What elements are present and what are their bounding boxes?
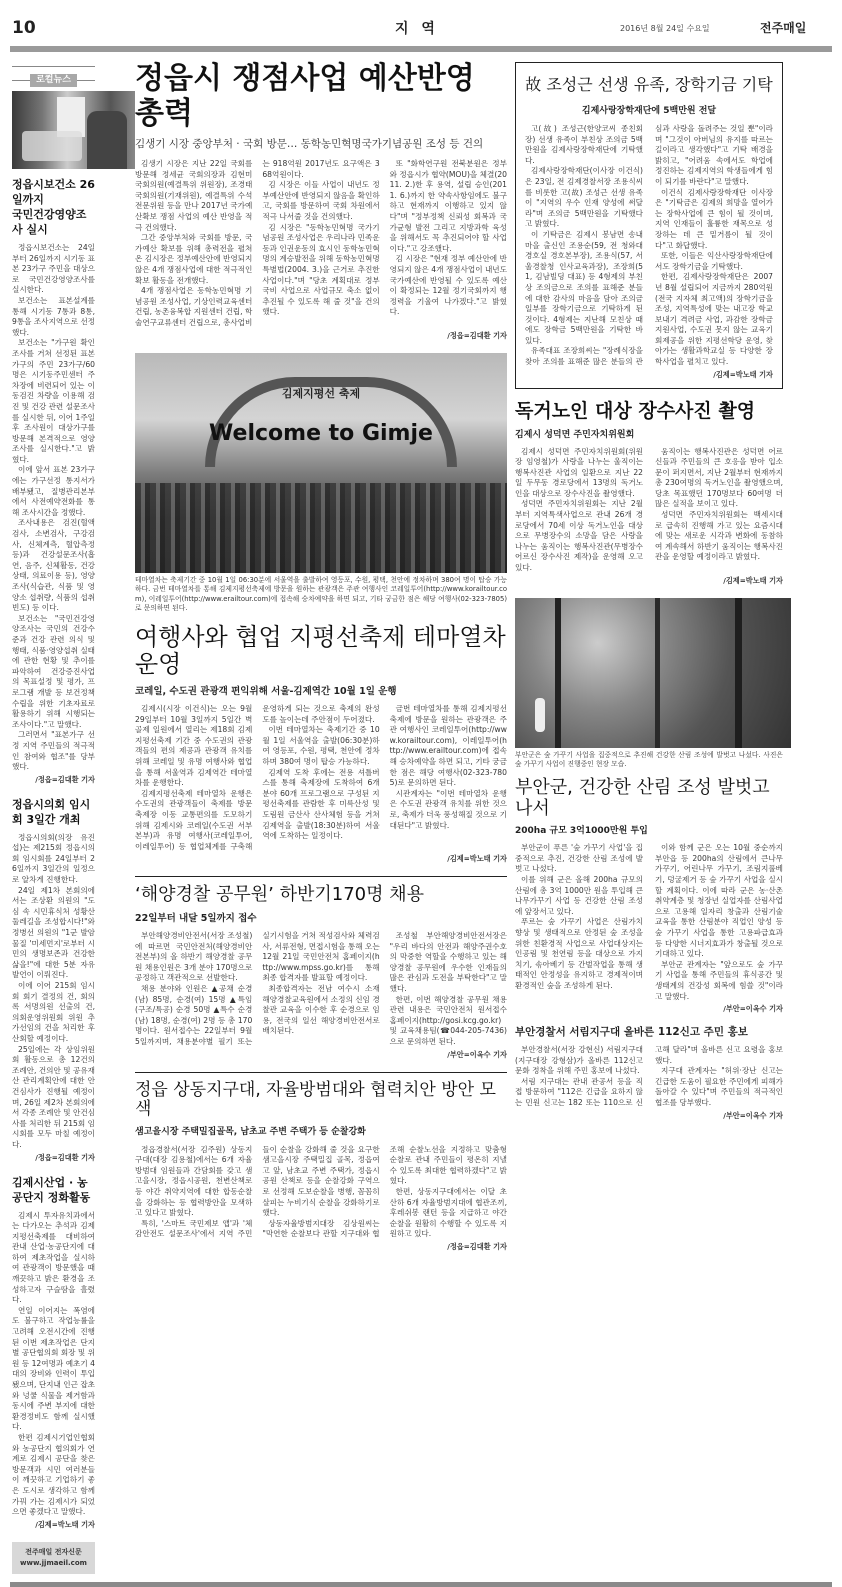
- byline: /정읍=김대환 기자: [447, 330, 507, 340]
- paragraph: 성덕면 주민자치위원회는 지난 2월부터 지역특색사업으로 관내 26개 경로당에서 70세 이상 독거노인을 대상으로 무병장수의 소망을 담은 사랑을 나누는 움직이는 행복사진관(무병장수 어르신 장수사진 제작)을 운영해 오고 있다.: [515, 499, 643, 573]
- headline-health-survey-1: 정읍시보건소 26일까지: [12, 178, 95, 206]
- paragraph: 김제사랑장학재단(이사장 이건식)은 23일, 전 김제경찰서장 조용식씨를 비롯한 고(故) 조성근 선생 유족이 "지역의 우수 인재 양성에 써달라"며 조의금 5백만원을 기탁했다고 밝혔다.: [525, 166, 643, 229]
- police-subhead: 샘고을시장 주택밀집골목, 남초교 주변 주택가 등 순찰강화: [135, 1126, 366, 1137]
- paragraph: 4개 쟁점사업은 동학농민혁명 기념공원 조성사업, 기상인력교육센터 건립, 농촌융복합 지원센터 건립, 학술연구교류센터 건립으로, 총사업비는 918억원 2017년도 요구액은 368억원이다.: [135, 159, 380, 327]
- newspaper-name: 전주매일: [760, 21, 807, 35]
- byline: /김제=박노태 기자: [723, 575, 783, 585]
- council-body: [12, 833, 95, 1151]
- e-paper-link[interactable]: 전주매일 전자신문 www.jjmaeil.com: [12, 1542, 95, 1574]
- train-subhead: 코레일, 수도권 관광객 편익위해 서울-김제역간 10월 1일 운행: [135, 686, 397, 698]
- coastguard-headline: ‘해양경찰 공무원’ 하반기170명 채용: [135, 884, 425, 906]
- health-survey-body: [12, 243, 95, 773]
- paragraph: 정읍시보건소는 24일부터 26일까지 시기동 표본 23가구 주민을 대상으로 국민건강영양조사를 실시한다.: [12, 243, 95, 295]
- paragraph: 25일에는 각 상임위원회 활동으로 총 12건의 조례안, 건의안 및 공유재산 관리계획안에 대한 안건심사가 진행될 예정이며, 26일 제2차 본회의에서 각종 조례안 및 안건심사를 처리한 뒤 215회 임시회를 모두 마칠 예정이다.: [12, 1044, 96, 1149]
- paragraph: 김 시장은 "현재 정부 예산안에 반영되지 않은 4개 쟁점사업이 내년도 국가예산에 반영될 수 있도록 예산이 확정되는 12월 정기국회까지 행정력을 기울여 나가겠다."고 밝혔다.: [389, 254, 507, 317]
- paragraph: 이를 위해 군은 올해 200ha 규모의 산림에 총 3억 1000만 원을 투입해 큰나무가꾸기 사업 등 건강한 산림 조성에 앞장서고 있다.: [515, 874, 643, 916]
- paragraph: 조성철 부안해양경비안전서장은 "우리 바다의 안전과 해양주권수호의 막중한 역할을 수행하고 있는 해양경찰 공무원에 우수한 인재들의 많은 관심과 도전을 부탁한다"고 말했다.: [389, 931, 507, 994]
- paragraph: 이번 테마열차는 축제기간 중 10월 1일 서울역을 출발(06:30분)하여 영등포, 수원, 평택, 천안에 정차하며 380여 명이 탑승 가능하다.: [262, 725, 380, 767]
- police-body: [135, 1145, 507, 1240]
- issue-date: 2016년 8월 24일 수요일: [620, 24, 710, 33]
- paragraph: 김제역 도착 후에는 전용 셔틀버스를 통해 축제장에 도착하여 6개 분야 60개 프로그램으로 구성된 지평선축제를 관람한 후 미륵산성 및 도림원 금산사 산사체험 등을 거쳐 김제역을 출발(18:30분)하여 서울역에 도착하는 일정이다.: [262, 767, 380, 841]
- byline: /김제=박노태 기자: [35, 1519, 95, 1529]
- scholarship-title: 故 조성근 선생 유족, 장학기금 기탁: [525, 75, 773, 94]
- elder-subhead: 김제시 성덕면 주민자치위원회: [515, 429, 635, 440]
- industrial-cleanup-article: [12, 1175, 95, 1530]
- festival-photo: [135, 353, 507, 573]
- elder-body: [515, 447, 783, 574]
- section-rule: [135, 876, 507, 877]
- middle-column: [135, 62, 507, 1264]
- paragraph: 보건소는 표본설계를 통해 시기동 7통과 8통, 9통을 조사지역으로 선정했다.: [12, 295, 96, 337]
- paragraph: 움직이는 행복사진관은 성덕면 어르신들과 주민들의 큰 호응을 받아 입소문이 퍼지면서, 지난 2월부터 현재까지 총 230여명의 독거노인을 촬영했으며, 당초 목표했던 170명보다 60여명 더 많은 실적을 보이고 있다.: [655, 446, 783, 509]
- byline: /부안=이옥수 기자: [447, 1049, 507, 1059]
- elder-article: [515, 401, 783, 586]
- coastguard-body: [135, 931, 507, 1048]
- section-title: 지 역: [395, 21, 439, 37]
- page-grid: [0, 52, 842, 1574]
- footer-rule: [10, 1582, 832, 1587]
- paragraph: 지구대 관계자는 "허위·장난 신고는 긴급한 도움이 필요한 주민에게 피해가 돌아갈 수 있다"며 주민들의 적극적인 협조를 당부했다.: [655, 1066, 783, 1108]
- paragraph: 시관계자는 "이번 테마열차 운행은 수도권 관광객 유치를 위한 것으로, 축제가 더욱 풍성해질 것으로 기대된다"고 밝혔다.: [389, 788, 507, 830]
- festival-arch-text: 김제지평선 축제: [281, 386, 361, 400]
- headline-council: 정읍시의회 임시회 3일간 개최: [12, 797, 91, 826]
- byline: /정읍=김대환 기자: [447, 1242, 507, 1252]
- byline: /정읍=김대환 기자: [35, 774, 95, 784]
- byline: /김제=박노태 기자: [447, 854, 507, 864]
- main-subhead: 김생기 시장 중앙부처 · 국회 방문… 동학농민혁명국가기념공원 조성 등 건의: [135, 138, 484, 150]
- train-headline: 여행사와 협업 지평선축제 테마열차 운영: [135, 622, 506, 679]
- train-article: [135, 624, 507, 865]
- paragraph: 고(故) 조성근(한양코씨 종친회장) 선생 유족이 부친상 조의금 5백만원을 김제사랑장학재단에 기탁했다.: [525, 124, 643, 165]
- train-body: [135, 704, 507, 852]
- paragraph: 이건식 김제사랑장학재단 이사장은 "기탁금은 김제의 희망을 열어가는 장학사업에 큰 힘이 될 것이며, 지역 인재들이 훌륭한 재목으로 성장하는 데 큰 밑거름이 될 것이다"고 화답했다.: [655, 187, 773, 250]
- industrial-cleanup-body: [12, 1211, 95, 1518]
- paragraph: 김제시 성덕면 주민자치위원회(위원장 임영철)가 사랑을 나누는 울직이는 행복사진관 사업의 일환으로 지난 22일 두무동 경로당에서 13명의 독거노인을 대상으로 장수사진을 촬영했다.: [515, 446, 643, 498]
- paragraph: 24일 제1차 본회의에서는 조상환 의원의 "도심 속 시민휴식처 성황산 둘레길을 조성합시다!"와 정병선 의원의 "1군 발암물질 '미세먼지'로부터 시민의 생명보존과 건강한 삶을!"에 대한 5분 자유발언이 이뤄진다.: [12, 885, 95, 980]
- paragraph: 한편 김제시기업인협회와 농공단지 협의회가 연계로 김제시 공단을 찾은 방문객과 시민 여러분들이 깨끗하고 기업하기 좋은 도시로 생각하고 함께 가꿔 가는 김제시가 되었으면 좋겠다고 말했다.: [12, 1432, 95, 1517]
- paragraph: 또 "화학연구원 전북분원은 정부와 정읍시가 협약(MOU)을 체결(2011. 2.)한 후 용역, 설립 승인(2011. 6.)까지 한 약속사항임에도 불구하고 현재까지 이행하고 있지 않다"며 "정부정책 신뢰성 회복과 국가균형 발전 그리고 지방과학 육성을 위해서도 꼭 추진되어야 할 사업이다."고 강조했다.: [389, 159, 507, 253]
- paragraph: 이에 앞서 표본 23가구에는 가구선정 통지서가 배부됐고, 질병관리본부에서 사전예약전화를 통해 조사시간을 정했다.: [12, 465, 95, 517]
- paragraph: 이 기탁금은 김제시 봉남면 송내마을 출신인 조용순(59, 전 청와대 경호실 경호본부장), 조용식(57, 서울경찰청 인사교육과장), 조장희(51, 김남빌딩 대표) 등 4형제의 부친상 조의금으로 조의를 표해준 분들에 대한 감사의 마음을 담아 조의금 일부를 장학기금으로 기탁하게 된 것이다. 4형제는 지난해 모친상 때에도 장학금 5백만원을 기탁한 바 있다.: [525, 229, 643, 345]
- section-rule: [135, 1072, 507, 1073]
- forest-headline: 부안군, 건강한 산림 조성 발벗고 나서: [515, 776, 770, 819]
- paragraph: 최종합격자는 전남 여수시 소재 해양경찰교육원에서 소정의 신임 경찰관 교육을 이수한 후 순경으로 임용, 전국의 일선 해양경비안전서로 배치된다.: [262, 984, 380, 1036]
- paragraph: 정읍시의회(의장 유진섭)는 제215회 정읍시의회 임시회를 24일부터 26일까지 3일간의 일정으로 알차게 진행한다.: [12, 832, 95, 885]
- local-news-logo: 로컬뉴스: [12, 66, 95, 81]
- paragraph: 상동자율방범지대장 김상원씨는 "막연한 순찰보다 관할 지구대와 협조해 순찰노선을 지정하고 맞춤형 순찰로 관내 주민들이 평온히 지낼 수 있도록 최대한 협력하겠다"고 밝혔다.: [262, 1144, 507, 1239]
- page-header: [0, 0, 842, 46]
- scholarship-subhead: 김제사랑장학재단에 5백만원 전달: [581, 106, 717, 116]
- main-headline: 정읍시 쟁점사업 예산반영 총력: [135, 61, 475, 131]
- headline-health-survey-2: 국민건강영양조사 실시: [12, 208, 87, 236]
- paragraph: 보건소는 "국민건강영양조사는 국민의 건강수준과 건강 관련 의식 및 행태, 식품·영양섭취 실태에 관한 현황 및 추이를 파악하여 건강증진사업의 목표설정 및 평가, 프로그램 개발 등 보건정책 수립을 위한 기초자료로 활용하기 위해 시행되는 조사이다."고 말했다.: [12, 613, 96, 729]
- byline: /부안=이옥수 기자: [723, 1004, 783, 1014]
- headline-industrial-cleanup: 김제시산업 · 농공단지 정화활동: [12, 1175, 91, 1204]
- right-column: [515, 62, 783, 1133]
- forest-photo: [515, 598, 791, 748]
- byline: /부안=이옥수 기자: [723, 1110, 783, 1120]
- festival-photo-caption: 테마열차는 축제기간 중 10월 1일 06:30분에 서울역을 출발하여 영등포, 수원, 평택, 천안에 정차하며 380여 명이 탑승 가능하다. 금번 테마열차를 통해 김제지평선축제에 방문을 원하는 관광객은 주관 여행사인 코레일투어(http://www.korailtour.com), 이레일투어(http://www.erailtour.com)에 접속해 승차예약을 하면 되고, 기타 궁금한 점은 해당 여행사(02-323-7805)로 문의하면 된다.: [135, 575, 507, 613]
- scholarship-box: [515, 62, 783, 389]
- paragraph: 김생기 시장은 지난 22일 국회를 방문해 정세균 국회의장과 김현미 국회의원(예결특위 위원장), 조경태 국회의원(기재위원), 예결특위 수석전문위원 등을 만나 2017년 국가예산확보 쟁점 사업의 예산 반영을 적극 건의했다.: [135, 159, 253, 232]
- paragraph: 서림 지구대는 관내 관공서 등을 직접 방문하여 "112은 긴급을 요하지 않는 민원 신고는 182 또는 110으로 신고해 달라"며 올바른 신고 요령을 홍보했다.: [515, 1045, 783, 1108]
- paragraph: 그러면서 "표본가구 선정 지역 주민들의 적극적인 참여와 협조"를 당부했다.: [12, 730, 95, 772]
- paragraph: 특히, '스마트 국민제보 앱'과 '체감안전도 설문조사'에서 지역 주민들이 순찰을 강화해 줄 것을 요구한 샘고을시장 주택밀집 골목, 정읍여고 앞, 남초교 주변 주택가, 정읍시공원 산책로 등을 순찰강화 구역으로 선정해 도보순찰을 병행, 꼼꼼히 살피는 누비기식 순찰을 강화하기로 했다.: [135, 1144, 380, 1239]
- forest-article: [515, 778, 783, 1014]
- paragraph: 연일 이어지는 폭염에도 불구하고 작업능률을 고려해 오전시간에 진행된 이번 제초작업은 단지별 공단협의회 회장 및 위원 등 12여명과 예초기 4대의 장비와 인력이 투입됐으며, 단지내 인근 잡초와 넝쿨 식물을 제거함과 동시에 주변 부지에 대한 환경정비도 함께 실시했다.: [12, 1305, 96, 1432]
- page-number: 10: [12, 18, 36, 38]
- police-article: [135, 1081, 507, 1252]
- paragraph: 유족대표 조장희씨는 "장례식장을 찾아 조의를 표해준 많은 분들의 관심과 사랑을 돌려주는 것일 뿐"이라며 "그것이 아버님의 유지를 따르는 길이라고 생각했다"고 기탁 배경을 밝히고, "어려움 속에서도 학업에 정진하는 김제지역의 학생들에게 힘이 되기를 바란다"고 말했다.: [525, 124, 773, 367]
- paragraph: 정읍경찰서(서장 김주원) 상동지구대(대장 김용철)에서는 6개 자율방범대 임원들과 간담회를 갖고 샘고을시장, 정읍시공원, 천변산책로 등 야간 취약지역에 대한 합동순찰을 강화하는 등 협력방안을 모색하고 있다고 밝혔다.: [135, 1144, 253, 1218]
- paragraph: 부안해양경비안전서(서장 조성철)에 따르면 국민안전처(해양경비안전본부)의 올 하반기 해양경찰 공무원 채용인원은 3개 분야 170명으로 공정하고 객관적으로 선발한다.: [135, 931, 253, 983]
- paragraph: 김제시 투자유치과에서는 다가오는 추석과 김제지평선축제를 대비하여 관내 산업·농공단지에 대하여 제초작업을 실시하여 관광객이 방문했을 때 깨끗하고 밝은 환경을 조성하고자 구슬땀을 흘렸다.: [12, 1210, 95, 1305]
- buan-police-body: [515, 1045, 783, 1109]
- paragraph: 김 시장은 "동학농민혁명 국가기념공원 조성사업은 우리나라 민족운동과 인권운동의 효시인 동학농민혁명의 계승발전을 위해 동학농민혁명 특별법(2004. 3.)을 근거로 추진한 사업이다."며 "당초 계획대로 정부 국비 사업으로 사업규모 축소 없이 추진될 수 있도록 해 줄 것"을 건의했다.: [262, 222, 380, 317]
- council-article: [12, 797, 95, 1163]
- paragraph: 한편, 상동지구대에서는 이달 초 산하 6개 자율방범지대에 협관조끼, 후레쉬봉 랜턴 등을 지급하고 야간 순찰을 원활히 수행할 수 있도록 지원하고 있다.: [389, 1187, 507, 1239]
- paragraph: 김제시(시장 이건식)는 오는 9월 29일부터 10월 3일까지 5일간 벽골제 일원에서 열리는 제18회 김제지평선축제 기간 중 수도권의 관광객들의 편의 제공과 관광객 유치를 위해 코레일 및 유명 여행사와 협업을 통해 서울역과 김제역간 테마열차를 운행한다.: [135, 704, 253, 788]
- paragraph: 김 시장은 이들 사업이 내년도 정부예산안에 반영되지 않음을 확인하고, 국회를 방문하여 국회 차원에서 적극 나서줄 것을 건의했다.: [262, 180, 380, 221]
- paragraph: 채용 분야와 인원은 ▲공채 순경(남) 85명, 순경(여) 15명 ▲특임(구조/특공) 순경 50명 ▲특수 순경(남) 18명, 순경(여) 2명 등 총 170명이다. 원서접수는 22일부터 9월 5일까지며, 채용분야별 필기 또는 실기시험을 거쳐 적성검사와 체력검사, 서류전형, 면접시험을 통해 오는 12월 21일 국민안전처 홈페이지(http://www.mpss.go.kr)를 통해 최종 합격자를 발표할 예정이다.: [135, 931, 380, 1046]
- paragraph: 또한, 이들은 익산사랑장학재단에서도 장학기금을 기탁했다.: [655, 251, 773, 271]
- paragraph: 보건소는 "가구원 확인조사를 거쳐 선정된 표본가구의 주민 23가구/60명은 시기동주민센터 주차장에 비련되어 있는 이동검진 차량을 이용해 검진 및 건강 관련 설문조사를 실시한 뒤, 이어 1주일 후 조사원이 대상가구를 방문해 본격적으로 영양조사를 실시한다."고 밝혔다.: [12, 338, 96, 464]
- paragraph: 푸르는 숲 가꾸기 사업은 산림가치 향상 및 생태적으로 안정된 숲 조성을 위한 친환경적 사업으로 사업대상지는 인공림 및 천연림 등을 대상으로 가지치기, 솎아베기 등 간벌작업을 통해 생태적인 안정성을 유지하고 경제적이며 환경적인 숲을 조성하게 된다.: [515, 917, 643, 990]
- paragraph: 조사내용은 검진(혈액검사, 소변검사, 구강검사, 신체계측, 혈압측정 등)과 건강설문조사(흡연, 음주, 신체활동, 건강상태, 의료이용 등), 영양조사(식습관, 식품 및 영양소 섭취량, 식품의 섭취빈도) 등 이다.: [12, 518, 96, 613]
- main-body: [135, 159, 507, 329]
- coastguard-subhead: 22일부터 내달 5일까지 접수: [135, 913, 257, 925]
- paragraph: 이에 이어 215회 임시회 회기 결정의 건, 회의록 서명의원 선출의 건, 의회운영위원회 위원 추가선임의 건을 처리한 후 산회할 예정이다.: [12, 981, 95, 1043]
- paragraph: 부안경찰서(서장 강현신) 서림지구대(지구대장 강형삼)가 올바른 112신고 문화 정착을 위해 주민 홍보에 나섰다.: [515, 1045, 643, 1076]
- health-survey-article: [12, 177, 95, 785]
- paragraph: 김제지평선축제 테마열차 운행은 수도권의 관광객들이 축제를 방문 축제장 이동 교통편의를 도모하기 위해 김제시와 코레일(수도권 서부본부)과 유명 여행사(코레일투어, 이레일투어) 등 협업체계를 구축해 운영하게 되는 것으로 축제의 완성도를 높이는데 주안점이 두어졌다.: [135, 704, 380, 851]
- paragraph: 금번 테마열차를 통해 김제지평선축제에 방문을 원하는 관광객은 주관 여행사인 코레일투어(http://www.korailtour.com), 이레일투어(http://www.erailtour.com)에 접속해 승차예약을 하면 되고, 기타 궁금한 점은 해당 여행사(02-323-7805)로 문의하면 된다.: [389, 704, 507, 788]
- forest-photo-caption: 부안군은 숲 가꾸기 사업을 집중적으로 추진해 건강한 산림 조성에 발벗고 나섰다. 사진은 숲 가꾸기 사업이 진행중인 현장 모습.: [515, 750, 783, 769]
- buan-police-article: [515, 1026, 783, 1121]
- health-survey-photo: [12, 91, 135, 169]
- scholarship-body: [525, 124, 773, 368]
- coastguard-article: [135, 885, 507, 1059]
- paragraph: 한편, 김제사랑장학재단은 2007년 8월 설립되어 지금까지 280억원(전국 지자체 최고액)의 장학기금을 조성, 지역특성에 맞는 내고장 학교보내기 격려금 사업, 과감한 장학금 지원사업, 수도권 못지 않는 교육기회제공을 위한 지평선학당 운영, 찾아가는 생활과학교실 등 다양한 장학사업을 펼치고 있다.: [655, 272, 773, 367]
- paragraph: 이와 함께 군은 오는 10월 중순까지 부안읍 등 200ha의 산림에서 큰나무 가꾸기, 어린나무 가꾸기, 조림지풀베기, 덩굴제거 등 숲 가꾸기 사업을 실시할 계획이다. 이에 따라 군은 농·산촌 취약계층 및 청장년 실업자를 산림사업으로 고용해 일자리 창출과 산림기술 교육을 통한 산림분야 직업인 양성 등 숲 가꾸기 사업을 통한 고용파급효과 등 다양한 시너지효과가 창출될 것으로 기대하고 있다.: [655, 843, 783, 959]
- forest-subhead: 200ha 규모 3억1000만원 투입: [515, 826, 648, 837]
- elder-headline: 독거노인 대상 장수사진 촬영: [515, 399, 756, 422]
- byline: /김제=박노태 기자: [713, 369, 773, 379]
- police-headline: 정읍 상동지구대, 자율방범대와 협력치안 방안 모색: [135, 1079, 496, 1120]
- paragraph: 성덕면 주민자치위원회는 백세시대로 급속히 진행해 가고 있는 요즘시대에 맞는 새로운 시각과 변화에 동참하여 계속해서 하반기 움직이는 행복사진관을 운영할 예정이라고 밝혔다.: [655, 510, 783, 562]
- paragraph: 부안군 관계자는 "앞으로도 숲 가꾸기 사업을 통해 주민들의 휴식공간 및 생태계의 건강성 회복에 힘쓸 것"이라고 말했다.: [655, 959, 783, 1001]
- paragraph: 그간 중앙부처와 국회를 방문, 국가예산 확보를 위해 총력전을 펼쳐온 김시장은 정부예산안에 반영되지 않은 4개 쟁점사업에 대한 적극적인 확보 활동을 전개했다.: [135, 233, 253, 285]
- left-column: [12, 62, 95, 1574]
- byline: /정읍=김대환 기자: [35, 1152, 95, 1162]
- buan-police-headline: 부안경찰서 서림지구대 올바른 112신고 주민 홍보: [515, 1026, 748, 1039]
- paragraph: 부안군이 푸른 '숲 가꾸기 사업'을 집중적으로 추진, 건강한 산림 조성에 발벗고 나섰다.: [515, 843, 643, 874]
- paragraph: 한편, 이번 해양경찰 공무원 채용관련 내용은 국민안전처 원서접수 홈페이지(http://gosi.kcg.go.kr) 및 교육채용팀(☎044-205-7436)으로 문의하면 된다.: [389, 994, 507, 1046]
- festival-sign-text: Welcome to Gimje: [209, 420, 433, 446]
- forest-body: [515, 843, 783, 1002]
- main-article: [135, 62, 507, 341]
